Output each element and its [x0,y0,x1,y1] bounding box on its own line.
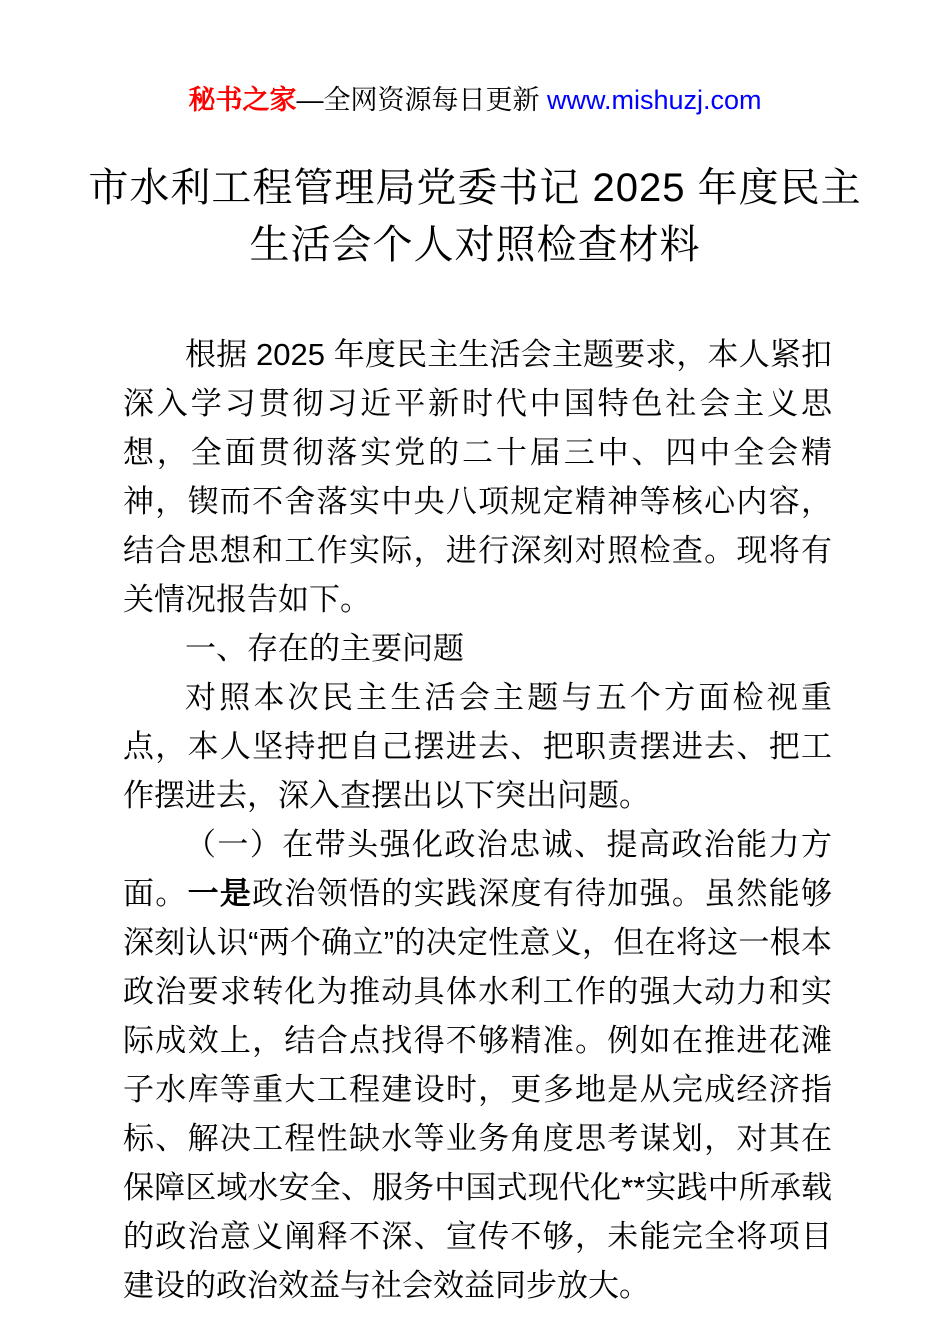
text-run: 一、存在的主要问题 [185,631,464,666]
emphasis-run: 一是 [187,876,253,911]
site-url-link[interactable]: www.mishuzj.com [546,85,762,115]
section-heading-main-problems [123,624,832,673]
paragraph-overview [123,673,832,820]
paragraph-item-one [123,820,832,1310]
text-run: （一）在带头强化政治忠诚、提高政治能力方面。 [123,827,832,911]
header-tagline: 全网资源每日更新 [323,85,547,115]
text-run: 对照本次民主生活会主题与五个方面检视重点，本人坚持把自己摆进去、把职责摆进去、把工作摆进去，深入查摆出以下突出问题。 [123,680,832,813]
paragraph-intro [123,330,832,624]
document-title-line1: 市水利工程管理局党委书记 2025 年度民主 [88,166,862,210]
site-brand: 秘书之家 [188,85,297,115]
text-run: 根据 2025 年度民主生活会主题要求，本人紧扣深入学习贯彻习近平新时代中国特色社会主义思想，全面贯彻落实党的二十届三中、四中全会精神，锲而不舍落实中央八项规定精神等核心内容，结合思想和工作实际，进行深刻对照检查。现将有关情况报告如下。 [123,337,832,617]
text-run: 政治领悟的实践深度有待加强。虽然能够深刻认识“两个确立”的决定性意义，但在将这一根本政治要求转化为推动具体水利工作的强大动力和实际成效上，结合点找得不够精准。例如在推进花滩子水库等重大工程建设时，更多地是从完成经济指标、解决工程性缺水等业务角度思考谋划，对其在保障区域水安全、服务中国式现代化**实践中所承载的政治意义阐释不深、宣传不够，未能完全将项目建设的政治效益与社会效益同步放大。 [123,876,833,1303]
document-title-line2: 生活会个人对照检查材料 [249,223,701,267]
site-header [0,0,950,116]
document-body [123,330,832,1310]
header-dash: — [296,85,324,115]
document-title [0,160,950,274]
